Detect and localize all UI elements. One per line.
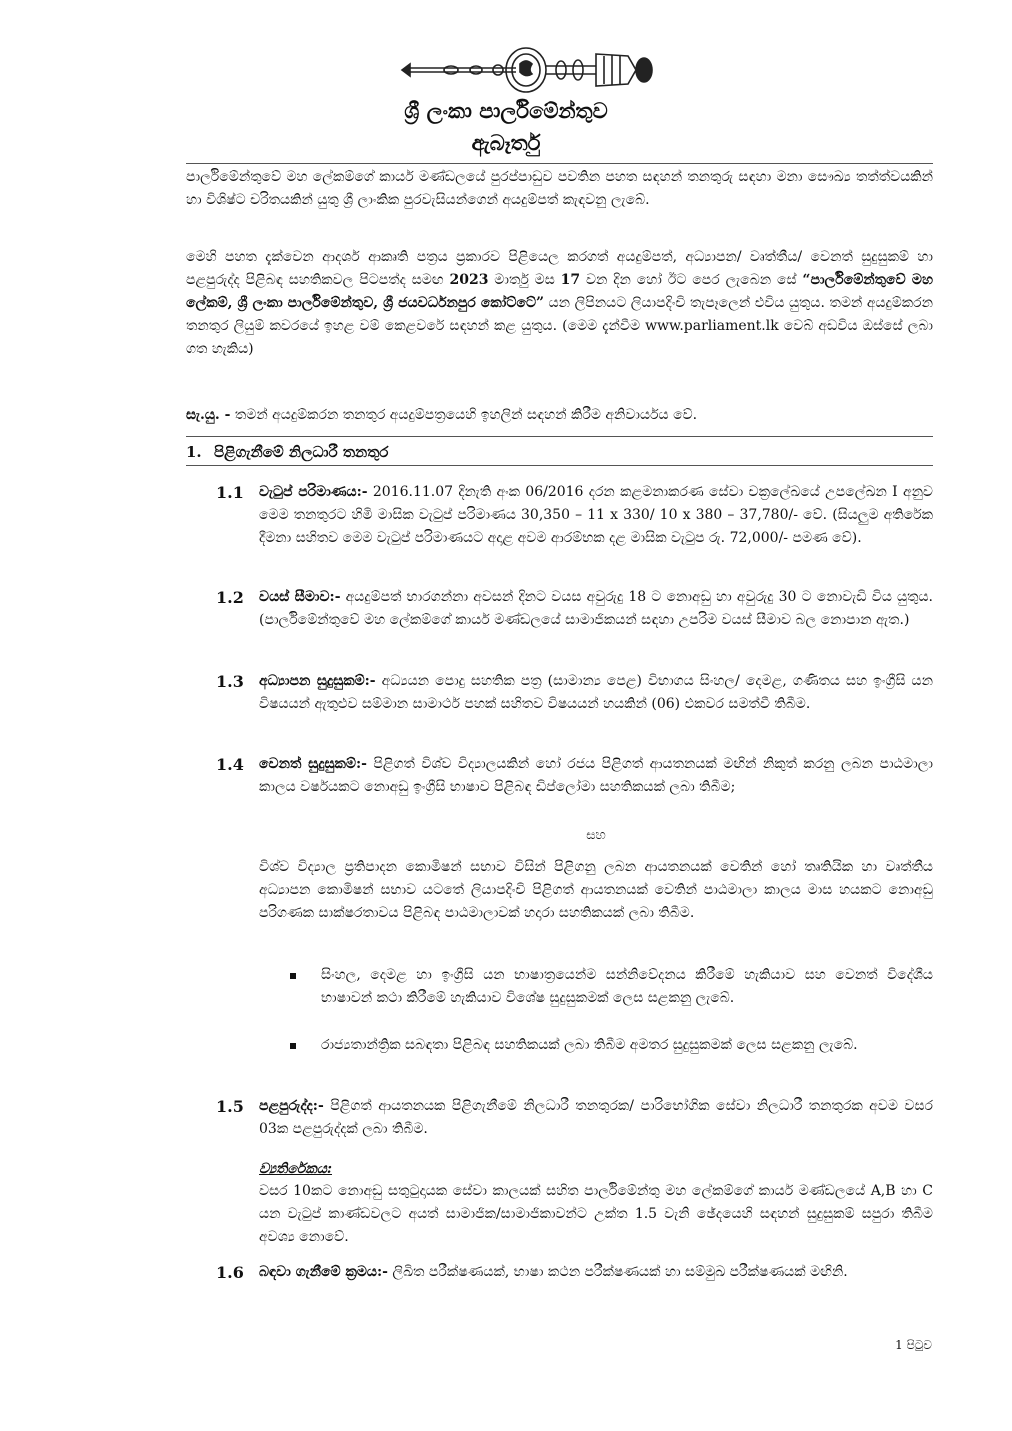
item-label: වයස් සීමාව:- [259,589,341,605]
section-top-rule [186,436,933,437]
exclusion-title: ව්‍යතිරේකය: [259,1161,332,1177]
item-body: පිළිගත් විශ්ව විද්‍යාලයකින් හෝ රජය පිළිගත් ආයතනයක් මඟින් නිකුත් කරනු ලබන පාඨමාලා කාලය වර්ෂයකට නොඅඩු ඉංග්‍රීසි භාෂාව පිළිබඳ ඩිප්ලෝමා සහතිකයක් ලබා තිබීම; [259,756,933,795]
section-title: පිළිගැනීමේ නිලධාරී තනතුර [214,443,389,461]
item-number: 1.6 [216,1263,244,1282]
item-label: අධ්‍යාපන සුදුසුකම්:- [259,673,376,689]
section-bottom-rule [186,465,933,466]
section-number: 1. [186,443,202,461]
item-number: 1.2 [216,588,244,607]
and-connector: සහ [586,828,606,843]
page-subtitle: ඇබෑර්තු [471,130,541,155]
bullet-square-icon [290,973,296,979]
item-label: වැටුප් පරිමාණය:- [259,484,368,500]
item-label: වෙනත් සුදුසුකම්:- [259,756,367,772]
item-text [259,481,933,550]
item-text [259,586,933,632]
bullet-text: සිංහල, දෙමළ හා ඉංග්‍රීසි යන භාෂාත්‍රයෙන්ම සන්නිවේදනය කිරීමේ හැකියාව සහ වෙනත් විදේශීය භාෂාවන් කථා කිරීමේ හැකියාව විශේෂ සුදුසුකමක් ලෙස සළකනු ලැබේ. [321,967,933,1006]
page-title: ශ්‍රී ලංකා පාර්ලිමේන්තුව [404,98,608,123]
intro-paragraph-1: පාර්ලිමේන්තුවේ මහ ලේකම්ගේ කාර්ය මණ්ඩලයේ පුරප්පාඩුව පවතින පහත සඳහන් තනතුරු සඳහා මනා සෞඛ්‍ය තත්ත්වයකින් හා විශිෂ්ට චරිතයකින් යුතු ශ්‍රී ලාංකික පුරවැසියන්ගෙන් අයදුම්පත් කැඳවනු ලැබේ. [186,169,933,208]
parliament-mace-logo [396,40,660,100]
item-1-4-text-2: විශ්ව විද්‍යාල ප්‍රතිපාදන කොමිෂන් සභාව විසින් පිළිගනු ලබන ආයතනයක් වෙතින් හෝ තෘතියික හා වෘත්තීය අධ්‍යාපන කොමිෂන් සභාව යටතේ ලියාපදිංචි පිළිගත් ආයතනයක් වෙතින් පාඨමාලා කාලය මාස හයකට නොඅඩු පරිගණක සාක්ෂරතාවය පිළිබඳ පාඨමාලාවක් හදාරා සහතිකයක් ලබා තිබීම. [259,859,933,921]
item-body: අධ්‍යයන පොදු සහතික පත්‍ර (සාමාන්‍ය පෙළ) විභාගය සිංහල/ දෙමළ, ගණිතය සහ ඉංග්‍රීසි යන විෂයයන් ඇතුළුව සම්මාන සාමාර්ථ පහක් සහිතව විෂයයන් හයකින් (06) එකවර සමත්වී තිබීම. [259,673,933,712]
intro-paragraph-2 [186,246,933,361]
exclusion-text: වසර 10කට නොඅඩු සතුටුදායක සේවා කාලයක් සහිත පාර්ලිමේන්තු මහ ලේකම්ගේ කාර්ය මණ්ඩලයේ A,B හා C යන වැටුප් කාණ්ඩවලට අයත් සාමාජික/සාමාජිකාවන්ට උක්ත 1.5 වැනි ඡේදයෙහි සඳහන් සුදුසුකම් සපුරා තිබීම අවශ්‍ය නොවේ. [259,1183,933,1245]
deadline-day: 17 [560,272,581,288]
bullet-text: රාජ්‍යතාන්ත්‍රික සබඳතා පිළිබඳ සහතිකයක් ලබා තිබීම අමතර සුදුසුකමක් ලෙස සළකනු ලැබේ. [321,1037,858,1053]
item-body: පිළිගත් ආයතනයක පිළිගැනීමේ නිලධාරී තනතුරක/ පාරිභෝගික සේවා නිලධාරී තනතුරක අවම වසර 03ක පළපුරුද්දක් ලබා තිබීම. [259,1098,933,1137]
intro-p2-text-b: මාර්තු මස [488,272,561,288]
deadline-year: 2023 [449,272,489,288]
item-label: පළපුරුද්ද:- [259,1098,324,1114]
header-divider [186,163,933,164]
item-number: 1.1 [216,483,244,502]
item-text [259,1261,933,1284]
item-text [259,670,933,716]
item-number: 1.3 [216,672,244,691]
item-number: 1.4 [216,755,244,774]
intro-p2-text-c: වන දින හෝ ඊට පෙර ලැබෙන සේ [580,272,803,288]
postal-address: “පාර්ලිමේන්තුවේ මහ ලේකම්, ශ්‍රී ලංකා පාර්ලිමේන්තුව, ශ්‍රී ජයවර්ධනපුර කෝට්ටේ” [186,272,933,311]
intro-p2-text-d: යන ලිපිනයට ලියාපදිංචි තැපෑලෙන් එවිය යුතුය. තමන් අයදුම්කරන තනතුර ලියුම් කවරයේ ඉහළ වම් කෙළවරේ සඳහන් කළ යුතුය. (මෙම දැන්වීම www.parliament.lk වෙබ් අඩවිය ඔස්සේ ලබා ගත හැකිය) [186,295,933,357]
page-number: 1 පිටුව [895,1338,932,1352]
intro-p2-text-a: මෙහි පහත දැක්වෙන ආදර්ශ ආකෘති පත්‍රය ප්‍රකාරව පිළියෙල කරගත් අයදුම්පත්, අධ්‍යාපන/ වෘත්තීය/ වෙනත් සුදුසුකම් හා පළපුරුද්ද පිළිබඳ සහතිකවල පිටපත්ද සමඟ [186,249,933,288]
item-body: 2016.11.07 දිනැති අංක 06/2016 දරන කළමනාකරණ සේවා චක්‍රලේඛයේ උපලේඛන I අනුව මෙම තනතුරට හිමි මාසික වැටුප් පරිමාණය 30,350 – 11 x 330/ 10 x 380 – 37,780/- වේ. (සියලුම අතිරේක දීමනා සහිතව මෙම වැටුප් පරිමාණයට අදාළ අවම ආරම්භක දළ මාසික වැටුප රු. 72,000/- පමණ වේ). [259,484,934,546]
item-text [259,1095,933,1141]
item-body: ලිඛිත පරීක්ෂණයක්, භාෂා කථන පරීක්ෂණයක් හා සම්මුඛ පරීක්ෂණයක් මඟිනි. [387,1264,848,1280]
item-body: අයදුම්පත් භාරගන්නා අවසන් දිනට වයස අවුරුදු 18 ට නොඅඩු හා අවුරුදු 30 ට නොවැඩි විය යුතුය. (පාර්ලිමේන්තුවේ මහ ලේකම්ගේ කාර්ය මණ්ඩලයේ සාමාජිකයන් සඳහා උපරිම වයස් සීමාව බල නොපාන ඇත.) [259,589,933,628]
item-label: බඳවා ගැනීමේ ක්‍රමය:- [259,1264,388,1280]
note-paragraph [186,404,933,427]
item-text [259,753,933,799]
bullet-square-icon [290,1043,296,1049]
note-label: සැ.යු. - [186,407,231,423]
item-number: 1.5 [216,1097,244,1116]
section-heading [186,441,388,463]
note-text: තමන් අයදුම්කරන තනතුර අයදුම්පත්‍රයෙහි ඉහලින් සඳහන් කිරීම අනිවාර්යය වේ. [230,407,698,423]
